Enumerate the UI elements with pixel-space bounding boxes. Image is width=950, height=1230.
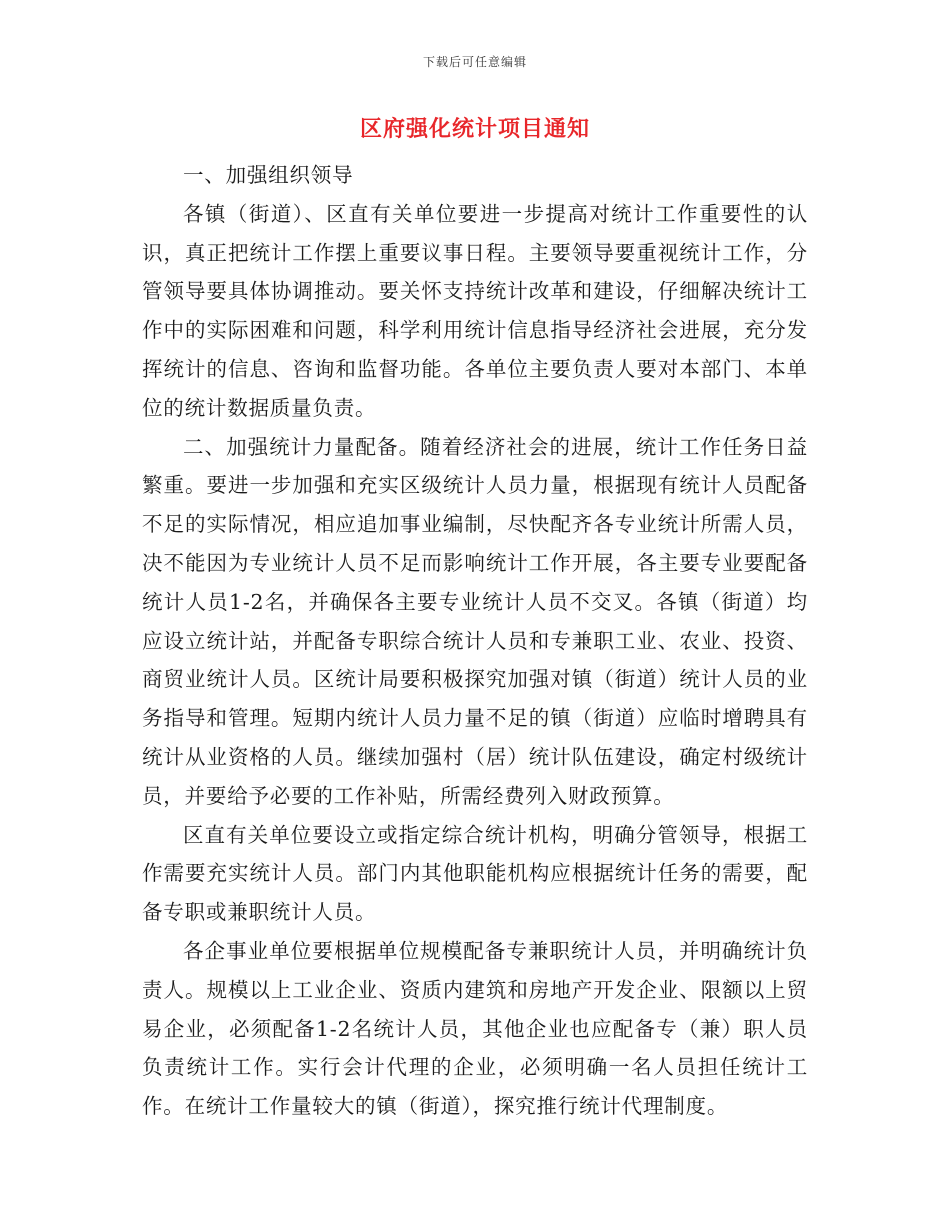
download-note: 下载后可任意编辑: [422, 55, 527, 69]
document-title: 区府强化统计项目通知: [359, 116, 590, 142]
paragraph: 各企事业单位要根据单位规模配备专兼职统计人员，并明确统计负责人。规模以上工业企业、资质内建筑和房地产开发企业、限额以上贸易企业，必须配备1-2名统计人员，其他企业也应配备专（兼）职人员负责统计工作。实行会计代理的企业，必须明确一名人员担任统计工作。在统计工作量较大的镇（街道），探究推行统计代理制度。: [142, 938, 808, 1119]
document-body: [142, 156, 808, 1126]
paragraph: 区直有关单位要设立或指定综合统计机构，明确分管领导，根据工作需要充实统计人员。部门内其他职能机构应根据统计任务的需要，配备专职或兼职统计人员。: [142, 822, 808, 925]
section-heading-organization: 一、加强组织领导: [183, 163, 354, 187]
paragraph: 二、加强统计力量配备。随着经济社会的进展，统计工作任务日益繁重。要进一步加强和充实区级统计人员力量，根据现有统计人员配备不足的实际情况，相应追加事业编制，尽快配齐各专业统计所需人员，决不能因为专业统计人员不足而影响统计工作开展，各主要专业要配备统计人员1-2名，并确保各主要专业统计人员不交叉。各镇（街道）均应设立统计站，并配备专职综合统计人员和专兼职工业、农业、投资、商贸业统计人员。区统计局要积极探究加强对镇（街道）统计人员的业务指导和管理。短期内统计人员力量不足的镇（街道）应临时增聘具有统计从业资格的人员。继续加强村（居）统计队伍建设，确定村级统计员，并要给予必要的工作补贴，所需经费列入财政预算。: [142, 434, 808, 808]
paragraph: 各镇（街道）、区直有关单位要进一步提高对统计工作重要性的认识，真正把统计工作摆上重要议事日程。主要领导要重视统计工作，分管领导要具体协调推动。要关怀支持统计改革和建设，仔细解决统计工作中的实际困难和问题，科学利用统计信息指导经济社会进展，充分发挥统计的信息、咨询和监督功能。各单位主要负责人要对本部门、本单位的统计数据质量负责。: [142, 201, 808, 420]
